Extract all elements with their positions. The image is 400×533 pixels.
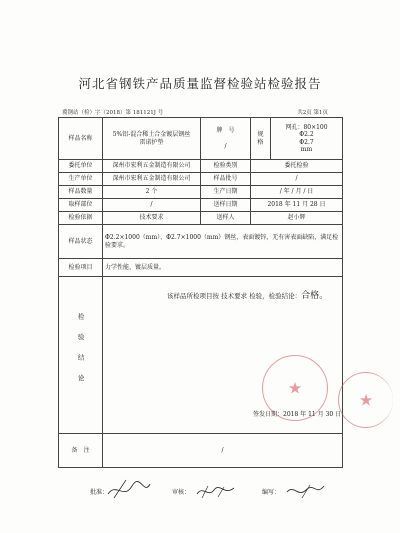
prod-date-value: / 年 / 月 / 日 <box>251 186 343 199</box>
qty-value: 2 个 <box>103 186 201 199</box>
table-row <box>59 199 343 212</box>
sample-name-value: 5%铝-混合稀土合金镀层钢丝 雷诺护垫 <box>103 118 201 160</box>
state-label: 样品状态 <box>59 225 103 259</box>
client-value: 深州市宏利五金制造有限公司 <box>103 160 201 173</box>
approve-label: 批准： <box>90 489 109 496</box>
test-type-label: 检验类别 <box>201 160 251 173</box>
client-label: 委托单位 <box>59 160 103 173</box>
test-type-value: 委托检验 <box>251 160 343 173</box>
page-count: 共2页 第1页 <box>297 110 328 116</box>
star-icon: ★ <box>358 390 374 410</box>
table-row <box>59 160 343 173</box>
sampling-value: / <box>103 199 201 212</box>
sign-date: 签发日期：2018 年 11 月 30 日 <box>253 411 342 418</box>
spec-label: 规 格 <box>251 118 271 160</box>
table-row <box>59 173 343 186</box>
prepare-label: 编写： <box>262 489 281 496</box>
spec-value: 网孔：80×100 Φ2.2 Φ2.7 mm <box>271 118 343 160</box>
table-row <box>59 434 343 468</box>
table-row <box>59 259 343 277</box>
producer-label: 生产单位 <box>59 173 103 186</box>
table-row <box>59 225 343 259</box>
table-row <box>59 118 343 160</box>
table-row <box>59 212 343 225</box>
submit-date-value: 2018 年 11 月 28 日 <box>251 199 343 212</box>
lot-value: / <box>251 173 343 186</box>
basis-value: 技术要求 <box>103 212 201 225</box>
sender-label: 送样人 <box>201 212 251 225</box>
report-title: 河北省钢铁产品质量监督检验站检验报告 <box>78 76 322 91</box>
partial-seal <box>338 372 393 428</box>
items-value: 力学性能、镀层质量。 <box>103 259 343 277</box>
conclusion-text-block <box>167 291 328 302</box>
sample-name-label: 样品名称 <box>59 118 103 160</box>
star-icon: ★ <box>287 378 303 398</box>
items-label: 检验项目 <box>59 259 103 277</box>
lot-label: 样品批号 <box>201 173 251 186</box>
review-label: 审核： <box>172 489 191 496</box>
state-value: Φ2.2×1000（mm）、Φ2.7×1000（mm）钢丝，表面镀锌，无有害表面缺陷，满足检验要求。 <box>103 225 343 259</box>
brand-cell <box>201 118 251 160</box>
conclusion-label: 检验结论 <box>76 312 85 395</box>
prod-date-label: 生产日期 <box>201 186 251 199</box>
official-seal <box>262 355 328 421</box>
remarks-value: / <box>103 434 343 468</box>
submit-date-label: 送样日期 <box>201 199 251 212</box>
conclusion-label-cell <box>59 277 103 434</box>
conclusion-text: 该样品所检项目按 技术要求 检验，检验结论： <box>167 292 302 300</box>
brand-label: 牌 号 <box>216 127 235 134</box>
approve-signature <box>104 476 154 504</box>
qty-label: 样品数量 <box>59 186 103 199</box>
table-row <box>59 186 343 199</box>
conclusion-result: 合格。 <box>301 291 329 301</box>
brand-value: / <box>224 142 227 150</box>
report-number: 冀钢站（检）字（2018）第 181121J 号 <box>62 110 164 116</box>
sampling-label: 取样部位 <box>59 199 103 212</box>
producer-value: 深州市宏利五金制造有限公司 <box>103 173 201 186</box>
sender-value: 赵小辉 <box>251 212 343 225</box>
prepare-signature <box>284 482 328 502</box>
remarks-label: 备 注 <box>59 434 103 468</box>
basis-label: 检验依据 <box>59 212 103 225</box>
review-signature <box>194 482 238 502</box>
